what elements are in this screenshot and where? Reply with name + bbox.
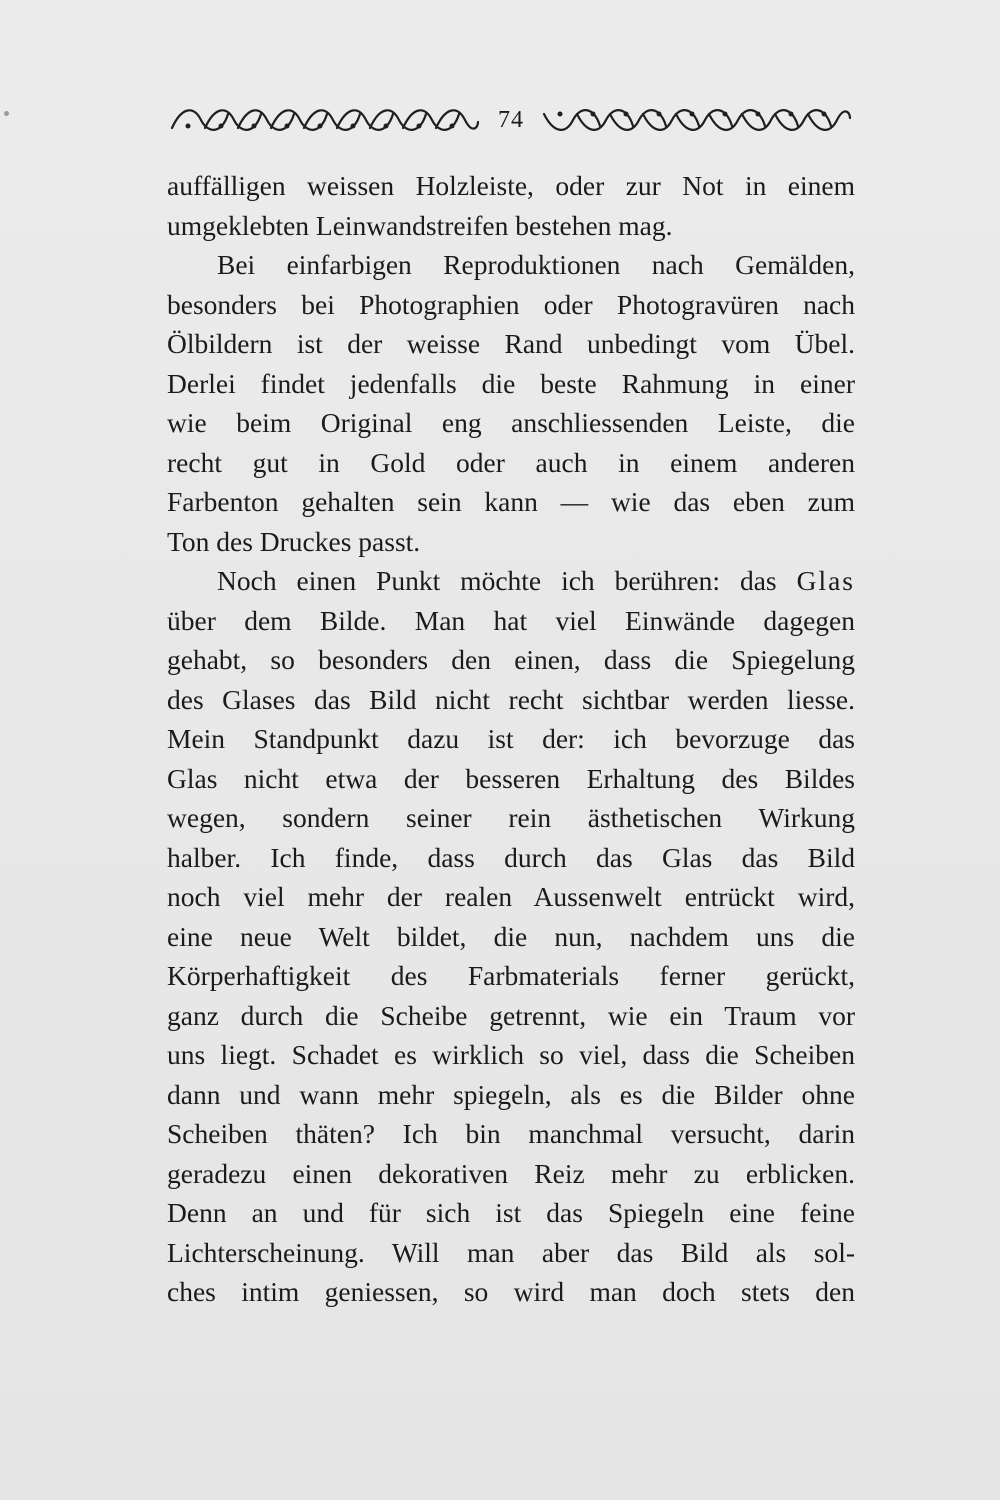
paragraph-line: eine neue Welt bildet, die nun, nachdem uns die: [167, 920, 855, 952]
paragraph-line: Mein Standpunkt dazu ist der: ich bevorzuge das: [167, 723, 855, 754]
body-text: [167, 166, 855, 1312]
right-ornament-icon: [542, 98, 852, 142]
paragraph-line: umgeklebten Leinwandstreifen bestehen mag.: [167, 209, 673, 241]
paragraph-line-start: Noch einen Punkt möchte ich berühren: das: [217, 565, 777, 596]
paragraph-line: Ölbildern ist der weisse Rand unbedingt vom Übel.: [167, 328, 855, 359]
paragraph-line: Scheiben thäten? Ich bin manchmal versucht, darin: [167, 1118, 855, 1149]
paragraph-line: [167, 561, 855, 601]
paragraph-line: Glas nicht etwa der besseren Erhaltung des Bildes: [167, 762, 855, 794]
paragraph-line: Farbenton gehalten sein kann — wie das eben zum: [167, 486, 855, 517]
paragraph-line: des Glases das Bild nicht recht sichtbar werden liesse.: [167, 683, 855, 715]
page-header: [170, 98, 852, 142]
dust-speck: [4, 111, 9, 116]
paragraph-line: uns liegt. Schadet es wirklich so viel, dass die Scheiben: [167, 1039, 855, 1070]
paragraph-line: ganz durch die Scheibe getrennt, wie ein Traum vor: [167, 999, 855, 1031]
paragraph-line: Körperhaftigkeit des Farbmaterials ferner gerückt,: [167, 960, 855, 991]
paragraph-line: über dem Bilde. Man hat viel Einwände dagegen: [167, 604, 855, 636]
paragraph-line: Ton des Druckes passt.: [167, 525, 421, 557]
spaced-word: Glas: [796, 565, 856, 596]
paragraph-line: Denn an und für sich ist das Spiegeln eine feine: [167, 1197, 855, 1228]
paragraph-line: besonders bei Photographien oder Photogravüren nach: [167, 288, 855, 320]
left-ornament-icon: [170, 98, 480, 142]
paragraph-line: Bei einfarbigen Reproduktionen nach Gemälden,: [217, 249, 855, 280]
paragraph-line: wegen, sondern seiner rein ästhetischen Wirkung: [167, 802, 855, 833]
paragraph-line: Lichterscheinung. Will man aber das Bild als sol-: [167, 1236, 855, 1268]
page-number: 74: [498, 107, 524, 133]
paragraph-line: noch viel mehr der realen Aussenwelt entrückt wird,: [167, 881, 855, 912]
paragraph-line: dann und wann mehr spiegeln, als es die Bilder ohne: [167, 1078, 855, 1110]
paragraph-line: halber. Ich finde, dass durch das Glas das Bild: [167, 841, 855, 873]
paragraph-line: gehabt, so besonders den einen, dass die Spiegelung: [167, 644, 855, 675]
paragraph-line: Derlei findet jedenfalls die beste Rahmung in einer: [167, 367, 855, 399]
paragraph-line: wie beim Original eng anschliessenden Leiste, die: [167, 407, 855, 438]
paragraph-line: auffälligen weissen Holzleiste, oder zur Not in einem: [167, 170, 855, 201]
paragraph-line: geradezu einen dekorativen Reiz mehr zu erblicken.: [167, 1157, 855, 1189]
paragraph-line: ches intim geniessen, so wird man doch stets den: [167, 1276, 855, 1307]
paragraph-line: recht gut in Gold oder auch in einem anderen: [167, 446, 855, 478]
